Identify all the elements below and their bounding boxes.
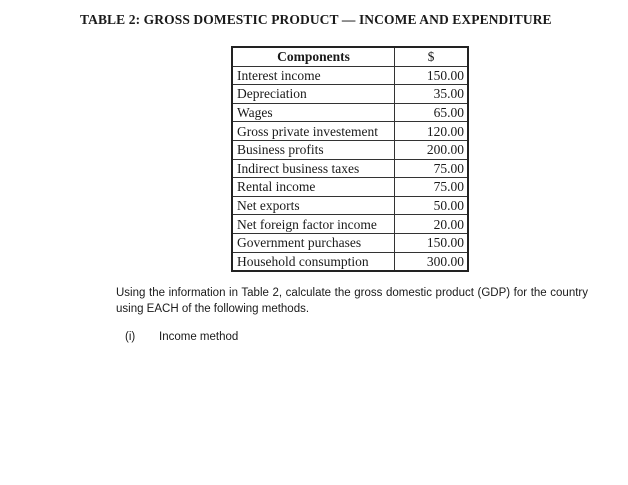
component-cell: Wages	[232, 103, 395, 122]
component-cell: Gross private investement	[232, 122, 395, 141]
component-cell: Business profits	[232, 140, 395, 159]
table-row	[232, 85, 468, 104]
table-header-row	[232, 47, 468, 66]
component-cell: Indirect business taxes	[232, 159, 395, 178]
header-components: Components	[232, 47, 395, 66]
table-row	[232, 252, 468, 271]
component-cell: Household consumption	[232, 252, 395, 271]
method-item	[125, 331, 238, 343]
value-cell: 35.00	[395, 85, 469, 104]
table-row	[232, 233, 468, 252]
value-cell: 300.00	[395, 252, 469, 271]
table-row	[232, 159, 468, 178]
value-cell: 75.00	[395, 159, 469, 178]
table-row	[232, 196, 468, 215]
value-cell: 150.00	[395, 233, 469, 252]
value-cell: 150.00	[395, 66, 469, 85]
value-cell: 50.00	[395, 196, 469, 215]
table-row	[232, 140, 468, 159]
table-row	[232, 122, 468, 141]
component-cell: Government purchases	[232, 233, 395, 252]
table-row	[232, 103, 468, 122]
value-cell: 200.00	[395, 140, 469, 159]
value-cell: 75.00	[395, 178, 469, 197]
instruction-paragraph: Using the information in Table 2, calculate the gross domestic product (GDP) for the country using EACH of the following methods.	[116, 287, 588, 315]
item-number: (i)	[125, 331, 136, 343]
table-row	[232, 178, 468, 197]
component-cell: Net exports	[232, 196, 395, 215]
component-cell: Interest income	[232, 66, 395, 85]
header-dollar: $	[395, 47, 469, 66]
component-cell: Depreciation	[232, 85, 395, 104]
component-cell: Net foreign factor income	[232, 215, 395, 234]
value-cell: 20.00	[395, 215, 469, 234]
component-cell: Rental income	[232, 178, 395, 197]
table-row	[232, 66, 468, 85]
item-label: Income method	[159, 331, 239, 343]
value-cell: 120.00	[395, 122, 469, 141]
gdp-table	[231, 46, 469, 272]
value-cell: 65.00	[395, 103, 469, 122]
table-row	[232, 215, 468, 234]
table-title: TABLE 2: GROSS DOMESTIC PRODUCT — INCOME AND EXPENDITURE	[80, 12, 552, 27]
